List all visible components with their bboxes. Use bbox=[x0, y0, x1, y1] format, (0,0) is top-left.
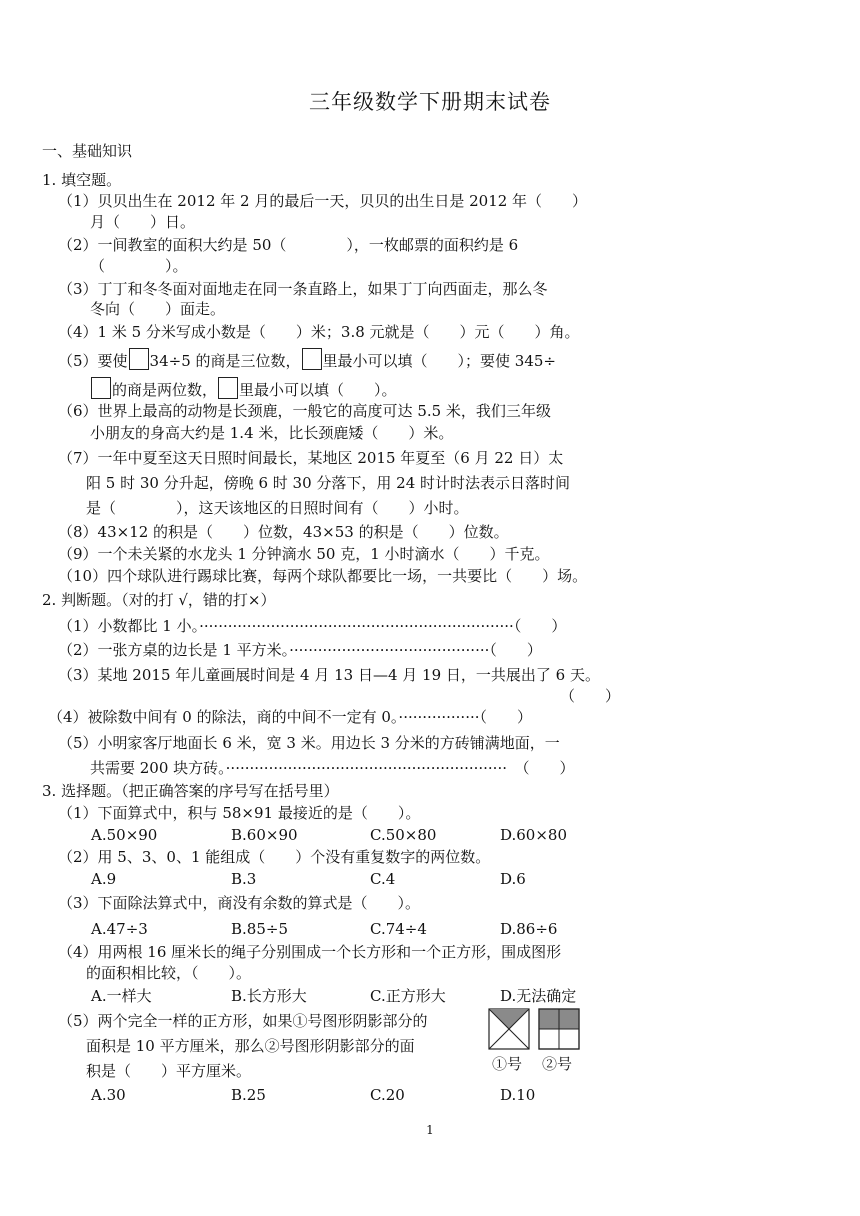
option-a[interactable]: A.47÷3 bbox=[91, 920, 148, 938]
figure-2-square bbox=[539, 1009, 579, 1049]
option-c[interactable]: C.50×80 bbox=[370, 826, 437, 844]
q2-item: （2）一张方桌的边长是 1 平方米。··········································（ ） bbox=[58, 641, 542, 659]
q1-item: 阳 5 时 30 分升起，傍晚 6 时 30 分落下，用 24 时计时法表示日落时间 bbox=[86, 474, 571, 492]
option-b[interactable]: B.3 bbox=[231, 870, 257, 888]
q2-item: （5）小明家客厅地面长 6 米，宽 3 米。用边长 3 分米的方砖铺满地面，一 bbox=[58, 734, 560, 752]
option-c[interactable]: C.74÷4 bbox=[370, 920, 427, 938]
q3-question: （5）两个完全一样的正方形，如果①号图形阴影部分的 bbox=[58, 1012, 428, 1030]
option-b[interactable]: B.60×90 bbox=[231, 826, 298, 844]
q1-item: （6）世界上最高的动物是长颈鹿，一般它的高度可达 5.5 米，我们三年级 bbox=[58, 402, 551, 420]
q1-item: （3）丁丁和冬冬面对面地走在同一条直路上，如果丁丁向西面走，那么冬 bbox=[58, 280, 548, 298]
q2-item: 共需要 200 块方砖。··························································· （ ） bbox=[90, 759, 575, 777]
q1-item: （ ）。 bbox=[90, 257, 188, 275]
q1-item: 是（ ），这天该地区的日照时间有（ ）小时。 bbox=[86, 499, 469, 517]
option-c[interactable]: C.正方形大 bbox=[370, 987, 446, 1005]
option-a[interactable]: A.30 bbox=[91, 1086, 126, 1104]
q3-question: 面积是 10 平方厘米，那么②号图形阴影部分的面 bbox=[86, 1037, 415, 1055]
q2-answer-bracket[interactable]: （ ） bbox=[560, 687, 621, 705]
q1-heading: 1. 填空题。 bbox=[42, 171, 122, 189]
option-a[interactable]: A.50×90 bbox=[91, 826, 158, 844]
option-b[interactable]: B.长方形大 bbox=[231, 987, 307, 1005]
q1-item: （7）一年中夏至这天日照时间最长，某地区 2015 年夏至（6 月 22 日）太 bbox=[58, 449, 564, 467]
option-d[interactable]: D.6 bbox=[500, 870, 526, 888]
q1-item: 冬向（ ）面走。 bbox=[90, 300, 226, 318]
q1-item-5-text: 34÷5 的商是三位数， bbox=[149, 352, 301, 370]
q1-item-5-text: 里最小可以填（ ）。 bbox=[239, 381, 397, 399]
q3-question: 积是（ ）平方厘米。 bbox=[86, 1062, 252, 1080]
q1-item: 小朋友的身高大约是 1.4 米，比长颈鹿矮（ ）米。 bbox=[90, 424, 454, 442]
option-d[interactable]: D.60×80 bbox=[500, 826, 568, 844]
figure-1-label: ①号 bbox=[492, 1055, 523, 1073]
answer-box[interactable] bbox=[91, 377, 111, 399]
q3-heading: 3. 选择题。（把正确答案的序号写在括号里） bbox=[42, 782, 339, 800]
answer-box[interactable] bbox=[218, 377, 238, 399]
q1-item-5-text: 里最小可以填（ ）；要使 345÷ bbox=[322, 352, 556, 370]
page-number: 1 bbox=[426, 1123, 434, 1137]
shaded-squares-figure bbox=[488, 1008, 580, 1050]
q1-item: （9）一个未关紧的水龙头 1 分钟滴水 50 克，1 小时滴水（ ）千克。 bbox=[58, 545, 550, 563]
option-a[interactable]: A.一样大 bbox=[91, 987, 152, 1005]
option-b[interactable]: B.25 bbox=[231, 1086, 266, 1104]
q3-question: （4）用两根 16 厘米长的绳子分别围成一个长方形和一个正方形，围成图形 bbox=[58, 943, 562, 961]
q1-item-5 bbox=[58, 348, 556, 371]
q1-item: （2）一间教室的面积大约是 50（ ），一枚邮票的面积约是 6 bbox=[58, 236, 519, 254]
figure-2-label: ②号 bbox=[542, 1055, 573, 1073]
option-d[interactable]: D.无法确定 bbox=[500, 987, 577, 1005]
q1-item-5-cont bbox=[90, 377, 397, 400]
q2-item: （4）被除数中间有 0 的除法，商的中间不一定有 0。·················（ ） bbox=[48, 708, 532, 726]
answer-box[interactable] bbox=[129, 348, 149, 370]
section-heading: 一、基础知识 bbox=[42, 142, 133, 160]
q1-item: （4）1 米 5 分米写成小数是（ ）米；3.8 元就是（ ）元（ ）角。 bbox=[58, 323, 580, 341]
q3-question: 的面积相比较，（ ）。 bbox=[86, 964, 252, 982]
q1-item: （8）43×12 的积是（ ）位数，43×53 的积是（ ）位数。 bbox=[58, 523, 509, 541]
q2-item: （1）小数都比 1 小。··································································（ ） bbox=[58, 617, 567, 635]
option-d[interactable]: D.86÷6 bbox=[500, 920, 558, 938]
q1-item: （1）贝贝出生在 2012 年 2 月的最后一天，贝贝的出生日是 2012 年（ ） bbox=[58, 192, 588, 210]
answer-box[interactable] bbox=[302, 348, 322, 370]
q3-question: （2）用 5、3、0、1 能组成（ ）个没有重复数字的两位数。 bbox=[58, 848, 491, 866]
q1-item-5-text: 的商是两位数， bbox=[112, 381, 218, 399]
page-title: 三年级数学下册期末试卷 bbox=[309, 90, 551, 114]
q1-item: 月（ ）日。 bbox=[90, 213, 196, 231]
option-b[interactable]: B.85÷5 bbox=[231, 920, 288, 938]
figure-1-square bbox=[489, 1009, 529, 1049]
q2-item: （3）某地 2015 年儿童画展时间是 4 月 13 日—4 月 19 日，一共展出了 6 天。 bbox=[58, 666, 600, 684]
q1-item: （10）四个球队进行踢球比赛，每两个球队都要比一场，一共要比（ ）场。 bbox=[58, 567, 588, 585]
option-d[interactable]: D.10 bbox=[500, 1086, 536, 1104]
option-c[interactable]: C.4 bbox=[370, 870, 396, 888]
option-c[interactable]: C.20 bbox=[370, 1086, 405, 1104]
q1-item-5-text: （5）要使 bbox=[58, 352, 128, 370]
option-a[interactable]: A.9 bbox=[91, 870, 117, 888]
q2-heading: 2. 判断题。（对的打 √，错的打×） bbox=[42, 591, 276, 609]
q3-question: （1）下面算式中，积与 58×91 最接近的是（ ）。 bbox=[58, 804, 421, 822]
q3-question: （3）下面除法算式中，商没有余数的算式是（ ）。 bbox=[58, 894, 421, 912]
